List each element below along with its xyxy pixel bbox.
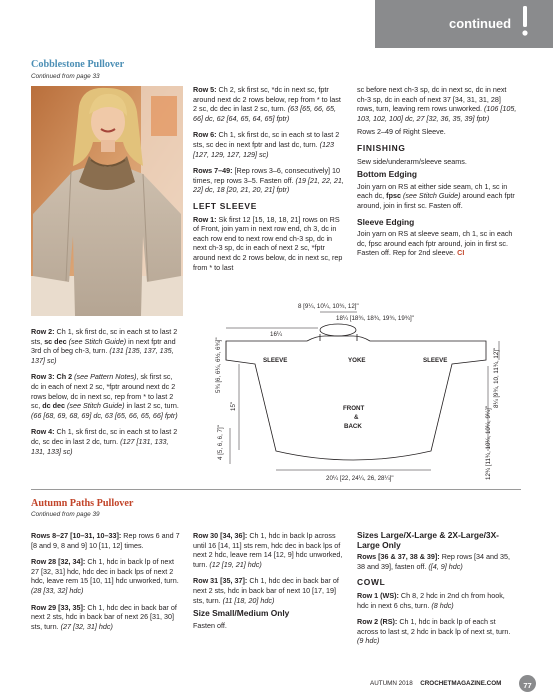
top-measure: 8 [9¼, 10¼, 10¾, 12]" [298, 303, 359, 310]
right-column [357, 85, 517, 265]
footer [370, 680, 501, 687]
model-photo [31, 86, 183, 316]
neck-opening [320, 324, 356, 336]
bottom-measure: 20¼ [22, 24¼, 26, 28¼]" [326, 475, 394, 482]
left-outer-measure: 5¾ [6, 6¼, 6½, 6¾]" [215, 337, 222, 393]
exclamation-icon [518, 4, 532, 40]
cowl-row-2: Row 2 (RS): Ch 1, hdc in back lp of each st across to last st, 2 hdc in back lp of next st, turn. (9 hdc) [357, 617, 511, 646]
garment-outline [226, 336, 486, 460]
back-label: BACK [344, 423, 362, 430]
row-6: Row 6: Ch 1, sk first dc, sc in each st to last 2 sts, sc dec in next fptr and last dc, turn. (123 [127, 129, 127, 129] sc) [193, 130, 340, 159]
footer-site: CROCHETMAGAZINE.COM [420, 680, 502, 687]
left-sleeve-row-1: Row 1: Sk first 12 [15, 18, 18, 21] rows on RS of Front, join yarn in next row end, ch 3, dc in each row end to next row end ch-3 sp, dc in next ch-3 sp, dc in each of next 2 sc, *fptr around next dc 2 rows below, dc in next sc, rep from * to last [193, 214, 343, 272]
bottom-continued-from: Continued from page 39 [31, 511, 100, 518]
ampersand-label: & [354, 414, 359, 421]
cowl-heading: COWL [357, 577, 386, 588]
row-28: Row 28 [32, 34]: Ch 1, hdc in back lp of next 27 [32, 31] hdc, hdc dec in back lps of next 2 hdc, leave rem 15 [10, 11] hdc unworked, turn. (28 [33, 32] hdc) [31, 557, 179, 595]
right-top-measure: 8¼ [9¾, 10, 11¾, 12]" [493, 347, 500, 408]
left-mid-measure: 15" [230, 401, 237, 411]
neck-measure: 18¼ [18¾, 18¾, 19¾, 19¾]" [336, 315, 414, 322]
middle-column [193, 85, 345, 279]
left-bottom-measure: 4 [5, 6, 6, 7]" [217, 425, 224, 460]
bottom-column-2 [193, 531, 345, 637]
section-divider [31, 489, 521, 490]
row-5: Row 5: Ch 2, sk first sc, *dc in next sc, fptr around next dc 2 rows below, rep from * to last 2 sc, dc dec in last 2 sc, turn. (63 [65, 66, 65, 66] dc, 62 [64, 65, 64, 65] fptr) [193, 85, 341, 123]
sleeve-right-label: SLEEVE [423, 357, 448, 364]
bottom-pattern-title: Autumn Paths Pullover [31, 498, 134, 509]
bottom-edging-text: Join yarn on RS at either side seam, ch 1, sc in each dc, fpsc (see Stitch Guide) around each fptr around, join in first sc. Fasten off. [357, 181, 515, 210]
yoke-label: YOKE [348, 357, 366, 364]
tab-label: continued [449, 16, 512, 31]
pattern-title: Cobblestone Pullover [31, 59, 125, 70]
front-label: FRONT [343, 405, 365, 412]
rows-36-37: Rows [36 & 37, 38 & 39]: Rep rows [34 and 35, 38 and 39], fasten off. ([4, 9] hdc) [357, 552, 511, 571]
right-bottom-measure: 12¾ [11¾, 10¼, 10¼, 9¼]" [485, 406, 492, 480]
left-sleeve-row-1-cont: sc before next ch-3 sp, dc in next sc, dc in next ch-3 sp, dc in each of next 37 [34, 31, 31, 28] rows, turn, leaving rem rows unworked. (106 [105, 103, 102, 100] dc, 27 [32, 36, 35, 39] fptr) [357, 85, 517, 123]
bottom-edging-heading: Bottom Edging [357, 169, 418, 180]
left-sleeve-heading: LEFT SLEEVE [193, 200, 258, 211]
row-29: Row 29 [33, 35]: Ch 1, hdc dec in back bar of next 2 sts, hdc in back bar of next 26 [31, 30] sts, turn. (27 [32, 31] hdc) [31, 602, 177, 631]
rows-2-49-left-sleeve: Rows 2–49 of Right Sleeve. [357, 127, 446, 137]
continued-tab [375, 0, 553, 48]
row-3: Row 3: Ch 2 (see Pattern Notes), sk first sc, dc in each of next 2 sc, *fptr around next dc 2 rows below, dc in next sc, rep from * to last 2 sc, dc dec (see Stitch Guide) in last 2 sc, turn. (66 [68, 69, 68, 69] dc, 63 [65, 66, 65, 66] fptr) [31, 372, 179, 420]
page-number: 77 [523, 681, 532, 690]
continued-from: Continued from page 33 [31, 73, 100, 80]
rows-7-49: Rows 7–49: [Rep rows 3–6, consecutively] 10 times, rep rows 3–5. Fasten off. (19 [21, 22, 21, 22] dc, 18 [20, 21, 20, 21] fptr) [193, 166, 344, 195]
page-number-badge [519, 675, 536, 692]
row-31: Row 31 [35, 37]: Ch 1, hdc dec in back bar of next 2 sts, hdc in back bar of next 10 [17, 19] sts, turn. (11 [18, 20] hdc) [193, 576, 339, 605]
left-column [31, 327, 181, 463]
footer-issue: AUTUMN 2018 [370, 680, 413, 687]
finishing-text: Sew side/underarm/sleeve seams. [357, 156, 467, 166]
cowl-row-1: Row 1 (WS): Ch 8, 2 hdc in 2nd ch from hook, hdc in next 6 chs, turn. (8 hdc) [357, 590, 505, 610]
rows-8-27: Rows 8–27 [10–31, 10–33]: Rep rows 6 and 7 [8 and 9, 8 and 9] 10 [11, 12] times. [31, 531, 180, 550]
half-measure: 16¼ [270, 331, 283, 338]
sleeve-left-label: SLEEVE [263, 357, 288, 364]
bottom-column-3 [357, 531, 517, 653]
bottom-column-1 [31, 531, 183, 638]
sleeve-edging-heading: Sleeve Edging [357, 216, 415, 227]
row-4: Row 4: Ch 1, sk first dc, sc in each st to last 2 dc, sc dec in last 2 dc, turn. (127 [131, 133, 131, 133] sc) [31, 427, 178, 456]
row-30: Row 30 [34, 36]: Ch 1, hdc in back lp across until 16 [14, 11] sts rem, hdc dec in back lps of next 2 hdc, leave rem 14 [12, 9] hdc unworked, turn. (12 [19, 21] hdc) [193, 531, 343, 569]
sleeve-edging-text: Join yarn on RS at sleeve seam, ch 1, sc in each dc, fpsc around each fptr around, join in first sc. Fasten off. Rep for 2nd sleeve. CI [357, 229, 513, 258]
row-2: Row 2: Ch 1, sk first dc, sc in each st to last 2 sts, sc dec (see Stitch Guide) in next fptr and 3rd ch of beg ch-3, turn. (131 [135, 137, 135, 137] sc) [31, 327, 178, 365]
size-heading: Size Small/Medium Only [193, 608, 290, 619]
finishing-heading: FINISHING [357, 142, 406, 153]
size-text: Fasten off. [193, 620, 227, 630]
sizes-large-heading: Sizes Large/X-Large & 2X-Large/3X-Large Only [357, 530, 499, 550]
schematic-diagram [190, 298, 522, 486]
